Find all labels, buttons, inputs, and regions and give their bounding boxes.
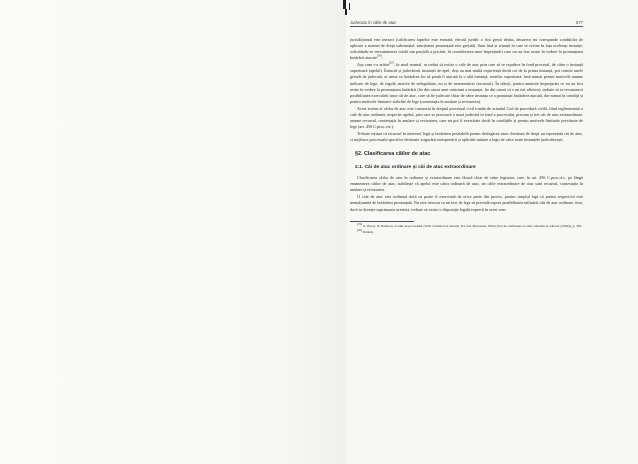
paragraph: Clasificarea căilor de atac în ordinare și extraordinare este făcută chiar de către legiuitor, care, în art. 456 C.proc.civ., pe lângă enumerarea căilor de atac, stabilește că apelul este calea ordinară de atac, iar căile extraordinare de atac sunt recursul, contestația în anulare și revizuirea. [350, 175, 583, 193]
paragraph: Trebuie reținut că recursul în interesul legii și hotărârea prealabilă pentru dezlegarea unor chestiuni de drept nu reprezintă căi de atac, ci mijloace procesuale specifice destinate asigurării interpretării și aplicării unitare a legii de către toate instanțele judecătorești. [350, 131, 583, 143]
footnote: [19] G. Boroi, D. Rădescu, Codul de procedură civilă comentat și adnotat, Ed. All, București, 1994 (citat în continuare Codul comentat și adnotat (1994)), p. 392. [357, 221, 583, 228]
binding-mark [343, 0, 346, 9]
subsection-heading: 2.1. Căi de atac ordinare și căi de atac extraordinare [355, 165, 476, 171]
page-number: 577 [576, 20, 583, 25]
binding-mark [349, 3, 350, 10]
footnote-ref: [20] [388, 60, 394, 65]
footnote: [20] Ibidem. [357, 227, 374, 234]
footnote-ref: [19] [376, 53, 382, 58]
paragraph: Acest sistem al căilor de atac este consacrat în dreptul procesual civil român de actualul Cod de procedură civilă, fiind reglementată o cale de atac ordinară, respectiv apelul, prin care se provoacă o nouă judecată în fond a procesului, precum și trei căi de atac extraordinare, anume recursul, contestația în anulare și revizuirea, care nu pot fi exercitate decât în condițiile și pentru motivele limitativ prevăzute de lege (art. 456 C.proc.civ.). [350, 105, 583, 130]
page-content [350, 37, 583, 236]
paragraph: jurisdicțional este inexact (calificarea faptelor este eronată; efectul juridic a fost greșit dedus, deoarece nu corespunde condițiilor de aplicare a normei de drept substanțial; sancțiunea pronunțată este greșită). Sunt însă și situații în care se revine în fața aceleiași instanțe, solicitându-se reexaminarea totală sau parțială a pricinii, în considerarea unor împrejurări care nu au fost avute în vedere la pronunțarea hotărârii atacate[19]. [350, 37, 583, 61]
book-page [350, 20, 583, 440]
paragraph: Așa cum s-a arătat[20], în mod normal, ar trebui să existe o cale de atac prin care să se rejudece în fond procesul, de către o instanță superioară (apelul). Întrucât și judecătorii instanței de apel, deși au mai multă experiență decât cei de la prima instanță, pot comite unele greșeli de judecată, ar urma ca hotărârea lor să poată fi atacată la o altă instanță, ierarhic superioară, însă numai pentru motivele anume indicate de lege, de regulă, motive de nelegalitate, nu și de netemeinicie (recursul). În sfârșit, pentru anumite împrejurări ce nu au fost avute în vedere la pronunțarea hotărârii (fie din cauza unei omisiuni a instanței, fie din cauză că s-au ivit ulterior), trebuie să se recunoască posibilitatea exercitării unor căi de atac, care să fie judecate chiar de către instanța ce a pronunțat hotărârea atacată, dar numai în condiții și pentru motivele limitativ stabilite de lege (contestația în anulare și revizuirea). [350, 60, 583, 104]
paragraph: O cale de atac este ordinară dacă ea poate fi exercitată de orice parte din proces, pentru simplul fapt că partea respectivă este nemulțumită de hotărârea pronunțată. Nu este necesar ca un text de lege să prevadă expres posibilitatea utilizării căii de atac ordinare, însă, dacă se dorește suprimarea acesteia, trebuie să existe o dispoziție legală expresă în acest sens. [350, 194, 583, 212]
binding-mark [345, 9, 347, 15]
section-heading: §2. Clasificarea căilor de atac [355, 151, 431, 158]
running-title: Judecata în căile de atac [350, 20, 397, 25]
